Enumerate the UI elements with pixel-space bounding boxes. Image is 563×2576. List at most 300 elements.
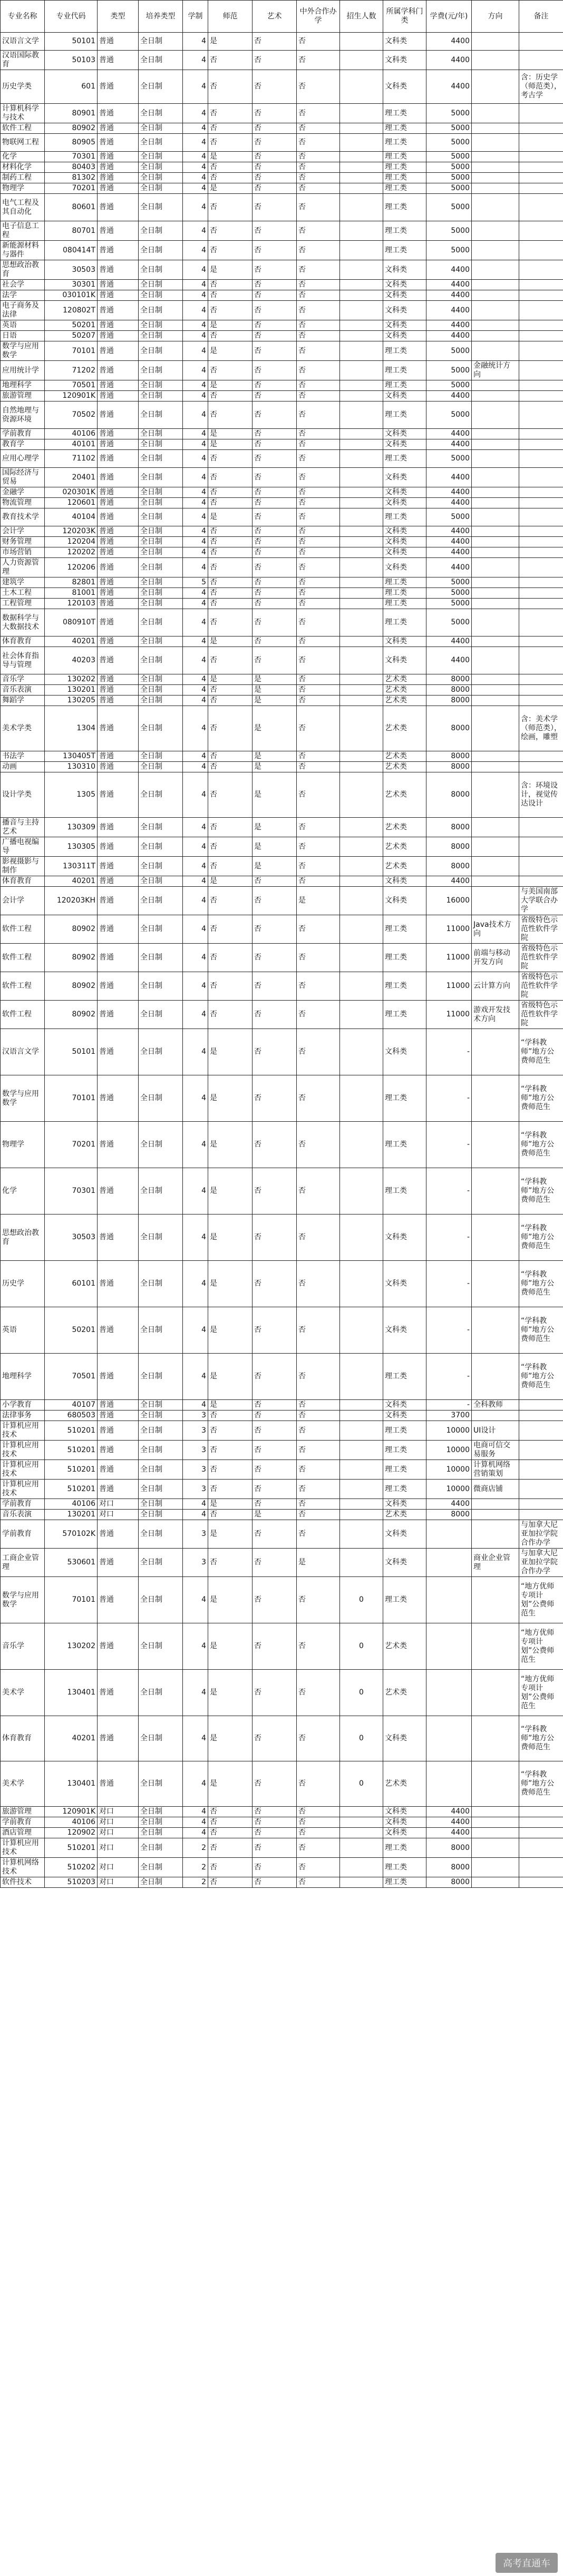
cell-art: 否: [253, 577, 297, 588]
cell-enrollment: 0: [340, 1623, 383, 1670]
cell-type: 普通: [98, 301, 139, 320]
cell-discipline: 文科类: [383, 1029, 426, 1075]
cell-enrollment: [340, 647, 383, 674]
cell-tuition: 4400: [426, 301, 472, 320]
cell-normal-school: 否: [208, 391, 253, 401]
cell-tuition: [426, 1761, 472, 1807]
cell-tuition: [426, 1670, 472, 1716]
cell-normal-school: 否: [208, 401, 253, 429]
table-row: [1, 1261, 563, 1307]
cell-major-name: 会计学: [1, 526, 45, 537]
cell-training-type: 全日制: [139, 537, 183, 547]
cell-major-code: 30503: [45, 1214, 98, 1261]
cell-enrollment: [340, 439, 383, 450]
cell-direction: [472, 1261, 519, 1307]
table-row: [1, 361, 563, 380]
cell-direction: [472, 1577, 519, 1623]
cell-training-type: 全日制: [139, 380, 183, 391]
cell-normal-school: 否: [208, 361, 253, 380]
cell-major-name: 舞蹈学: [1, 696, 45, 706]
cell-tuition: 8000: [426, 674, 472, 685]
cell-joint-program: 否: [297, 526, 340, 537]
cell-joint-program: 否: [297, 280, 340, 290]
cell-normal-school: 否: [208, 837, 253, 857]
cell-art: 否: [253, 526, 297, 537]
cell-joint-program: 否: [297, 751, 340, 762]
cell-major-name: 英语: [1, 320, 45, 331]
cell-remark: [519, 320, 563, 331]
cell-remark: [519, 1441, 563, 1460]
cell-major-code: 70501: [45, 1354, 98, 1400]
cell-art: 否: [253, 1520, 297, 1549]
cell-joint-program: 否: [297, 104, 340, 123]
table-row: [1, 1858, 563, 1877]
cell-major-name: 计算机科学与技术: [1, 104, 45, 123]
cell-direction: [472, 1807, 519, 1817]
cell-enrollment: [340, 609, 383, 636]
cell-major-name: 计算机应用技术: [1, 1838, 45, 1858]
cell-remark: [519, 1510, 563, 1520]
cell-art: 否: [253, 290, 297, 301]
cell-training-type: 全日制: [139, 1029, 183, 1075]
cell-art: 否: [253, 1817, 297, 1828]
cell-type: 普通: [98, 241, 139, 260]
cell-enrollment: [340, 1549, 383, 1577]
cell-major-name: 自然地理与资源环境: [1, 401, 45, 429]
cell-art: 否: [253, 1261, 297, 1307]
cell-major-name: 社会体育指导与管理: [1, 647, 45, 674]
cell-joint-program: 否: [297, 876, 340, 887]
cell-art: 是: [253, 857, 297, 876]
cell-remark: [519, 876, 563, 887]
cell-major-code: 510201: [45, 1460, 98, 1480]
cell-training-type: 全日制: [139, 818, 183, 837]
cell-remark: [519, 857, 563, 876]
cell-art: 是: [253, 696, 297, 706]
cell-remark: [519, 762, 563, 772]
cell-major-name: 音乐表演: [1, 685, 45, 696]
cell-normal-school: 否: [208, 290, 253, 301]
cell-remark: [519, 526, 563, 537]
cell-major-code: 30503: [45, 260, 98, 280]
table-row: [1, 123, 563, 134]
cell-training-type: 全日制: [139, 526, 183, 537]
cell-art: 否: [253, 636, 297, 647]
cell-joint-program: 否: [297, 577, 340, 588]
cell-normal-school: 否: [208, 1510, 253, 1520]
cell-type: 普通: [98, 162, 139, 173]
cell-remark: [519, 1877, 563, 1888]
cell-normal-school: 是: [208, 1168, 253, 1214]
table-row: [1, 609, 563, 636]
cell-discipline: 艺术类: [383, 762, 426, 772]
cell-enrollment: [340, 558, 383, 577]
cell-direction: [472, 439, 519, 450]
cell-joint-program: 否: [297, 162, 340, 173]
cell-major-code: 120204: [45, 537, 98, 547]
cell-discipline: 艺术类: [383, 1623, 426, 1670]
table-row: [1, 696, 563, 706]
cell-direction: [472, 1623, 519, 1670]
cell-normal-school: 是: [208, 1670, 253, 1716]
cell-direction: [472, 341, 519, 361]
cell-duration: 4: [183, 972, 208, 1001]
cell-major-code: 510201: [45, 1480, 98, 1499]
cell-art: 否: [253, 537, 297, 547]
cell-normal-school: 是: [208, 1261, 253, 1307]
cell-joint-program: 否: [297, 1716, 340, 1761]
cell-major-name: 应用心理学: [1, 450, 45, 468]
cell-type: 普通: [98, 915, 139, 944]
cell-enrollment: [340, 944, 383, 972]
table-row: [1, 1460, 563, 1480]
table-row: [1, 1510, 563, 1520]
cell-remark: [519, 173, 563, 183]
cell-type: 对口: [98, 1828, 139, 1838]
cell-duration: 4: [183, 104, 208, 123]
cell-tuition: 4400: [426, 290, 472, 301]
cell-normal-school: 否: [208, 104, 253, 123]
table-row: [1, 647, 563, 674]
cell-enrollment: [340, 241, 383, 260]
cell-training-type: 全日制: [139, 487, 183, 498]
cell-normal-school: 否: [208, 547, 253, 558]
cell-enrollment: [340, 1029, 383, 1075]
cell-major-code: 80902: [45, 972, 98, 1001]
cell-art: 否: [253, 221, 297, 241]
cell-joint-program: 否: [297, 636, 340, 647]
cell-art: 否: [253, 1549, 297, 1577]
cell-remark: [519, 1499, 563, 1510]
table-row: [1, 558, 563, 577]
header-remark: 备注: [519, 1, 563, 33]
cell-enrollment: 0: [340, 1761, 383, 1807]
cell-discipline: 文科类: [383, 70, 426, 104]
cell-art: 否: [253, 1441, 297, 1460]
cell-art: 否: [253, 134, 297, 152]
cell-major-code: 71102: [45, 450, 98, 468]
table-row: [1, 887, 563, 915]
cell-tuition: -: [426, 1214, 472, 1261]
cell-training-type: 全日制: [139, 636, 183, 647]
cell-duration: 4: [183, 331, 208, 341]
cell-training-type: 全日制: [139, 439, 183, 450]
cell-art: 否: [253, 123, 297, 134]
table-row: [1, 51, 563, 70]
cell-major-name: 日语: [1, 331, 45, 341]
table-row: [1, 320, 563, 331]
cell-tuition: 5000: [426, 152, 472, 162]
cell-remark: [519, 1817, 563, 1828]
cell-discipline: 艺术类: [383, 674, 426, 685]
table-row: [1, 526, 563, 537]
table-row: [1, 972, 563, 1001]
cell-direction: [472, 1877, 519, 1888]
cell-direction: [472, 104, 519, 123]
cell-major-name: 物流管理: [1, 498, 45, 508]
table-row: [1, 1480, 563, 1499]
cell-type: 普通: [98, 1441, 139, 1460]
cell-art: 否: [253, 487, 297, 498]
table-row: [1, 1877, 563, 1888]
cell-art: 否: [253, 1807, 297, 1817]
cell-art: 否: [253, 1460, 297, 1480]
cell-tuition: 5000: [426, 241, 472, 260]
cell-major-code: 60101: [45, 1261, 98, 1307]
cell-major-name: 计算机网络技术: [1, 1858, 45, 1877]
cell-tuition: 11000: [426, 972, 472, 1001]
table-row: [1, 429, 563, 439]
cell-duration: 4: [183, 162, 208, 173]
cell-major-name: 计算机应用技术: [1, 1460, 45, 1480]
cell-direction: [472, 1828, 519, 1838]
cell-normal-school: 否: [208, 173, 253, 183]
cell-direction: [472, 487, 519, 498]
cell-major-code: 020301K: [45, 487, 98, 498]
cell-tuition: 3700: [426, 1411, 472, 1421]
cell-remark: [519, 290, 563, 301]
table-row: [1, 547, 563, 558]
cell-type: 普通: [98, 1716, 139, 1761]
cell-direction: 游戏开发技术方向: [472, 1001, 519, 1029]
cell-training-type: 全日制: [139, 152, 183, 162]
cell-major-code: 120203K: [45, 526, 98, 537]
cell-discipline: 文科类: [383, 290, 426, 301]
cell-type: 普通: [98, 468, 139, 487]
cell-duration: 3: [183, 1549, 208, 1577]
cell-art: 否: [253, 547, 297, 558]
cell-tuition: 4400: [426, 526, 472, 537]
cell-tuition: -: [426, 1307, 472, 1354]
cell-major-code: 120902: [45, 1828, 98, 1838]
cell-remark: 含：美术学（师范类），绘画，雕塑: [519, 706, 563, 751]
cell-discipline: 理工类: [383, 123, 426, 134]
cell-duration: 4: [183, 547, 208, 558]
table-row: [1, 876, 563, 887]
cell-duration: 4: [183, 301, 208, 320]
cell-enrollment: [340, 887, 383, 915]
cell-type: 普通: [98, 1122, 139, 1168]
cell-major-code: 130310: [45, 762, 98, 772]
header-art: 艺术: [253, 1, 297, 33]
cell-tuition: 4400: [426, 33, 472, 51]
cell-enrollment: [340, 1510, 383, 1520]
cell-normal-school: 是: [208, 1354, 253, 1400]
cell-art: 否: [253, 331, 297, 341]
cell-training-type: 全日制: [139, 1838, 183, 1858]
cell-training-type: 全日制: [139, 1499, 183, 1510]
table-row: [1, 1421, 563, 1441]
cell-direction: 云计算方向: [472, 972, 519, 1001]
cell-enrollment: [340, 70, 383, 104]
cell-enrollment: [340, 1168, 383, 1214]
cell-tuition: 4400: [426, 439, 472, 450]
cell-major-name: 电子信息工程: [1, 221, 45, 241]
cell-art: 否: [253, 1761, 297, 1807]
cell-remark: [519, 134, 563, 152]
cell-training-type: 全日制: [139, 290, 183, 301]
cell-discipline: 理工类: [383, 341, 426, 361]
cell-major-code: 130401: [45, 1761, 98, 1807]
cell-training-type: 全日制: [139, 1411, 183, 1421]
cell-enrollment: [340, 320, 383, 331]
cell-joint-program: 否: [297, 706, 340, 751]
cell-remark: [519, 1828, 563, 1838]
cell-training-type: 全日制: [139, 1716, 183, 1761]
cell-normal-school: 否: [208, 706, 253, 751]
cell-direction: [472, 526, 519, 537]
cell-duration: 4: [183, 508, 208, 526]
cell-major-name: 法学: [1, 290, 45, 301]
cell-direction: [472, 837, 519, 857]
cell-joint-program: 否: [297, 1307, 340, 1354]
cell-joint-program: 否: [297, 696, 340, 706]
cell-art: 否: [253, 972, 297, 1001]
cell-major-name: 体育教育: [1, 876, 45, 887]
cell-direction: [472, 751, 519, 762]
cell-tuition: 8000: [426, 1510, 472, 1520]
cell-duration: 4: [183, 876, 208, 887]
cell-major-code: 70101: [45, 1075, 98, 1122]
cell-tuition: 4400: [426, 1499, 472, 1510]
cell-normal-school: 否: [208, 70, 253, 104]
table-row: [1, 772, 563, 818]
cell-discipline: 文科类: [383, 320, 426, 331]
cell-training-type: 全日制: [139, 331, 183, 341]
cell-joint-program: 否: [297, 1122, 340, 1168]
header-row: [1, 1, 563, 33]
cell-training-type: 全日制: [139, 762, 183, 772]
cell-training-type: 全日制: [139, 685, 183, 696]
cell-direction: [472, 577, 519, 588]
cell-duration: 4: [183, 487, 208, 498]
cell-normal-school: 否: [208, 134, 253, 152]
cell-direction: [472, 558, 519, 577]
cell-art: 否: [253, 1168, 297, 1214]
cell-joint-program: 否: [297, 194, 340, 221]
cell-duration: 3: [183, 1421, 208, 1441]
cell-major-name: 土木工程: [1, 588, 45, 599]
cell-training-type: 全日制: [139, 1520, 183, 1549]
cell-tuition: 5000: [426, 361, 472, 380]
cell-joint-program: 否: [297, 1480, 340, 1499]
cell-direction: [472, 498, 519, 508]
cell-type: 普通: [98, 487, 139, 498]
cell-enrollment: [340, 173, 383, 183]
table-row: [1, 1075, 563, 1122]
cell-major-name: 地理科学: [1, 380, 45, 391]
cell-discipline: 文科类: [383, 647, 426, 674]
table-row: [1, 1828, 563, 1838]
cell-enrollment: [340, 1122, 383, 1168]
cell-training-type: 全日制: [139, 577, 183, 588]
cell-major-name: 教育学: [1, 439, 45, 450]
cell-joint-program: 否: [297, 331, 340, 341]
cell-discipline: 理工类: [383, 361, 426, 380]
cell-duration: 2: [183, 1838, 208, 1858]
cell-type: 普通: [98, 599, 139, 609]
cell-art: 是: [253, 706, 297, 751]
cell-remark: [519, 361, 563, 380]
cell-tuition: -: [426, 1400, 472, 1411]
cell-remark: 省级特色示范性软件学院: [519, 944, 563, 972]
cell-major-code: 40201: [45, 1716, 98, 1761]
cell-normal-school: 是: [208, 183, 253, 194]
cell-remark: 省级特色示范性软件学院: [519, 972, 563, 1001]
cell-major-name: 思想政治教育: [1, 1214, 45, 1261]
cell-normal-school: 否: [208, 857, 253, 876]
cell-major-code: 40201: [45, 636, 98, 647]
cell-direction: [472, 1075, 519, 1122]
cell-normal-school: 是: [208, 320, 253, 331]
cell-duration: 2: [183, 1858, 208, 1877]
cell-tuition: 4400: [426, 498, 472, 508]
table-row: [1, 380, 563, 391]
cell-tuition: [426, 1577, 472, 1623]
table-row: [1, 1670, 563, 1716]
cell-enrollment: [340, 1354, 383, 1400]
cell-art: 否: [253, 429, 297, 439]
cell-duration: 4: [183, 341, 208, 361]
cell-normal-school: 是: [208, 260, 253, 280]
cell-enrollment: [340, 1499, 383, 1510]
cell-type: 普通: [98, 280, 139, 290]
cell-enrollment: [340, 526, 383, 537]
cell-type: 普通: [98, 1761, 139, 1807]
cell-direction: [472, 1520, 519, 1549]
cell-type: 普通: [98, 429, 139, 439]
cell-remark: [519, 221, 563, 241]
cell-discipline: 理工类: [383, 401, 426, 429]
cell-tuition: 4400: [426, 647, 472, 674]
cell-normal-school: 否: [208, 1460, 253, 1480]
cell-duration: 4: [183, 450, 208, 468]
cell-training-type: 全日制: [139, 1807, 183, 1817]
cell-duration: 4: [183, 1075, 208, 1122]
cell-major-code: 510203: [45, 1877, 98, 1888]
cell-training-type: 全日制: [139, 1075, 183, 1122]
cell-major-code: 030101K: [45, 290, 98, 301]
cell-direction: [472, 1670, 519, 1716]
cell-joint-program: 否: [297, 1075, 340, 1122]
cell-direction: [472, 33, 519, 51]
cell-joint-program: 否: [297, 1858, 340, 1877]
cell-joint-program: 否: [297, 1510, 340, 1520]
cell-type: 普通: [98, 1480, 139, 1499]
cell-joint-program: 否: [297, 1877, 340, 1888]
cell-tuition: 8000: [426, 1877, 472, 1888]
cell-remark: 省级特色示范性软件学院: [519, 915, 563, 944]
cell-duration: 4: [183, 915, 208, 944]
cell-duration: 4: [183, 1716, 208, 1761]
table-row: [1, 1400, 563, 1411]
cell-duration: 4: [183, 320, 208, 331]
cell-direction: [472, 1761, 519, 1807]
cell-tuition: 4400: [426, 429, 472, 439]
cell-direction: [472, 1168, 519, 1214]
cell-major-name: 软件工程: [1, 123, 45, 134]
cell-discipline: 理工类: [383, 599, 426, 609]
cell-direction: [472, 194, 519, 221]
cell-direction: [472, 260, 519, 280]
cell-training-type: 全日制: [139, 1761, 183, 1807]
cell-discipline: 艺术类: [383, 685, 426, 696]
cell-normal-school: 是: [208, 429, 253, 439]
table-row: [1, 194, 563, 221]
cell-direction: [472, 857, 519, 876]
cell-major-code: 510201: [45, 1441, 98, 1460]
cell-discipline: 艺术类: [383, 706, 426, 751]
